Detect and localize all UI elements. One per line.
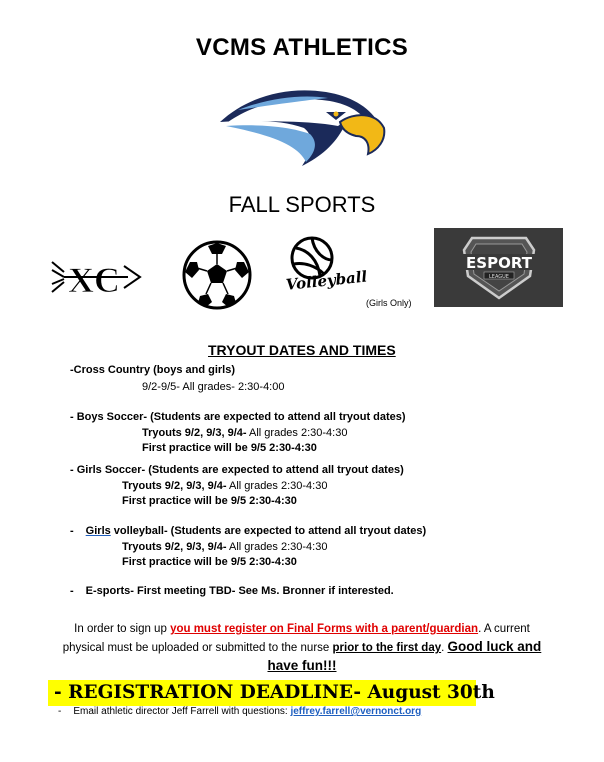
page-title: VCMS ATHLETICS — [195, 34, 409, 61]
boys-tryout-dates: Tryouts 9/2, 9/3, 9/4- — [142, 427, 247, 439]
cc-title: -Cross Country (boys and girls) — [70, 364, 236, 376]
signup-text-1: In order to sign up — [74, 623, 171, 635]
signup-line-3 — [20, 657, 584, 676]
boys-tryout-times: All grades 2:30-4:30 — [246, 427, 348, 439]
boys-soccer-practice: First practice will be 9/5 2:30-4:30 — [142, 442, 317, 454]
contact-dash: - — [58, 706, 62, 717]
esports-line — [70, 585, 394, 597]
esport-logo — [434, 228, 563, 307]
contact-line — [58, 706, 421, 717]
volleyball-title-rest: volleyball- (Students are expected to attend all tryout dates) — [110, 525, 427, 537]
volleyball-title — [70, 525, 426, 537]
registration-deadline-banner — [48, 680, 495, 706]
girls-only-note: (Girls Only) — [366, 298, 412, 308]
girls-tryout-times: All grades 2:30-4:30 — [226, 480, 328, 492]
volleyball-label: Volleyball — [285, 267, 368, 294]
volleyball-dash: - — [70, 525, 74, 537]
volleyball-tryout-dates: Tryouts 9/2, 9/3, 9/4- — [122, 541, 227, 553]
esport-shield-icon — [434, 228, 563, 307]
boys-soccer-tryouts — [142, 427, 347, 439]
volleyball-girls-word: Girls — [85, 525, 111, 537]
volleyball-tryouts — [122, 541, 327, 553]
good-luck-text: Good luck and — [447, 639, 542, 654]
esports-dash: - — [70, 585, 74, 597]
director-email-link[interactable]: jeffrey.farrell@vernonct.org — [290, 706, 422, 717]
boys-soccer-title: - Boys Soccer- (Students are expected to attend all tryout dates) — [70, 411, 406, 423]
signup-text-2-end: . — [441, 642, 448, 654]
cc-schedule: 9/2-9/5- All grades- 2:30-4:00 — [142, 381, 285, 393]
have-fun-text: have fun!!! — [267, 658, 337, 673]
svg-text:XC: XC — [68, 260, 120, 300]
volleyball-tryout-times: All grades 2:30-4:30 — [226, 541, 328, 553]
soccer-ball-icon — [182, 240, 252, 310]
eagle-logo-icon — [218, 82, 388, 174]
tryout-heading: TRYOUT DATES AND TIMES — [208, 342, 396, 358]
girls-soccer-tryouts — [122, 480, 327, 492]
esport-logo-subtext: LEAGUE — [489, 274, 509, 280]
signup-text-2: physical must be uploaded or submitted to the nurse — [62, 642, 333, 654]
signup-line-2 — [20, 638, 584, 657]
girls-soccer-practice: First practice will be 9/5 2:30-4:30 — [122, 495, 297, 507]
esports-text: E-sports- First meeting TBD- See Ms. Bronner if interested. — [85, 585, 394, 597]
signup-line-1 — [20, 620, 584, 638]
girls-tryout-dates: Tryouts 9/2, 9/3, 9/4- — [122, 480, 227, 492]
signup-paragraph — [20, 620, 584, 676]
esport-logo-text: ESPORT — [466, 254, 532, 272]
registration-deadline-text: - REGISTRATION DEADLINE- August 30th — [54, 682, 495, 703]
prior-first-day: prior to the first day — [332, 642, 442, 654]
volleyball-practice: First practice will be 9/5 2:30-4:30 — [122, 556, 297, 568]
signup-text-1-end: . A current — [478, 623, 530, 635]
contact-text: Email athletic director Jeff Farrell with questions: — [73, 706, 291, 717]
final-forms-requirement: you must register on Final Forms with a parent/guardian — [170, 623, 479, 635]
section-subtitle: FALL SPORTS — [228, 192, 376, 217]
cross-country-icon — [50, 252, 142, 302]
girls-soccer-title: - Girls Soccer- (Students are expected to attend all tryout dates) — [70, 464, 404, 476]
